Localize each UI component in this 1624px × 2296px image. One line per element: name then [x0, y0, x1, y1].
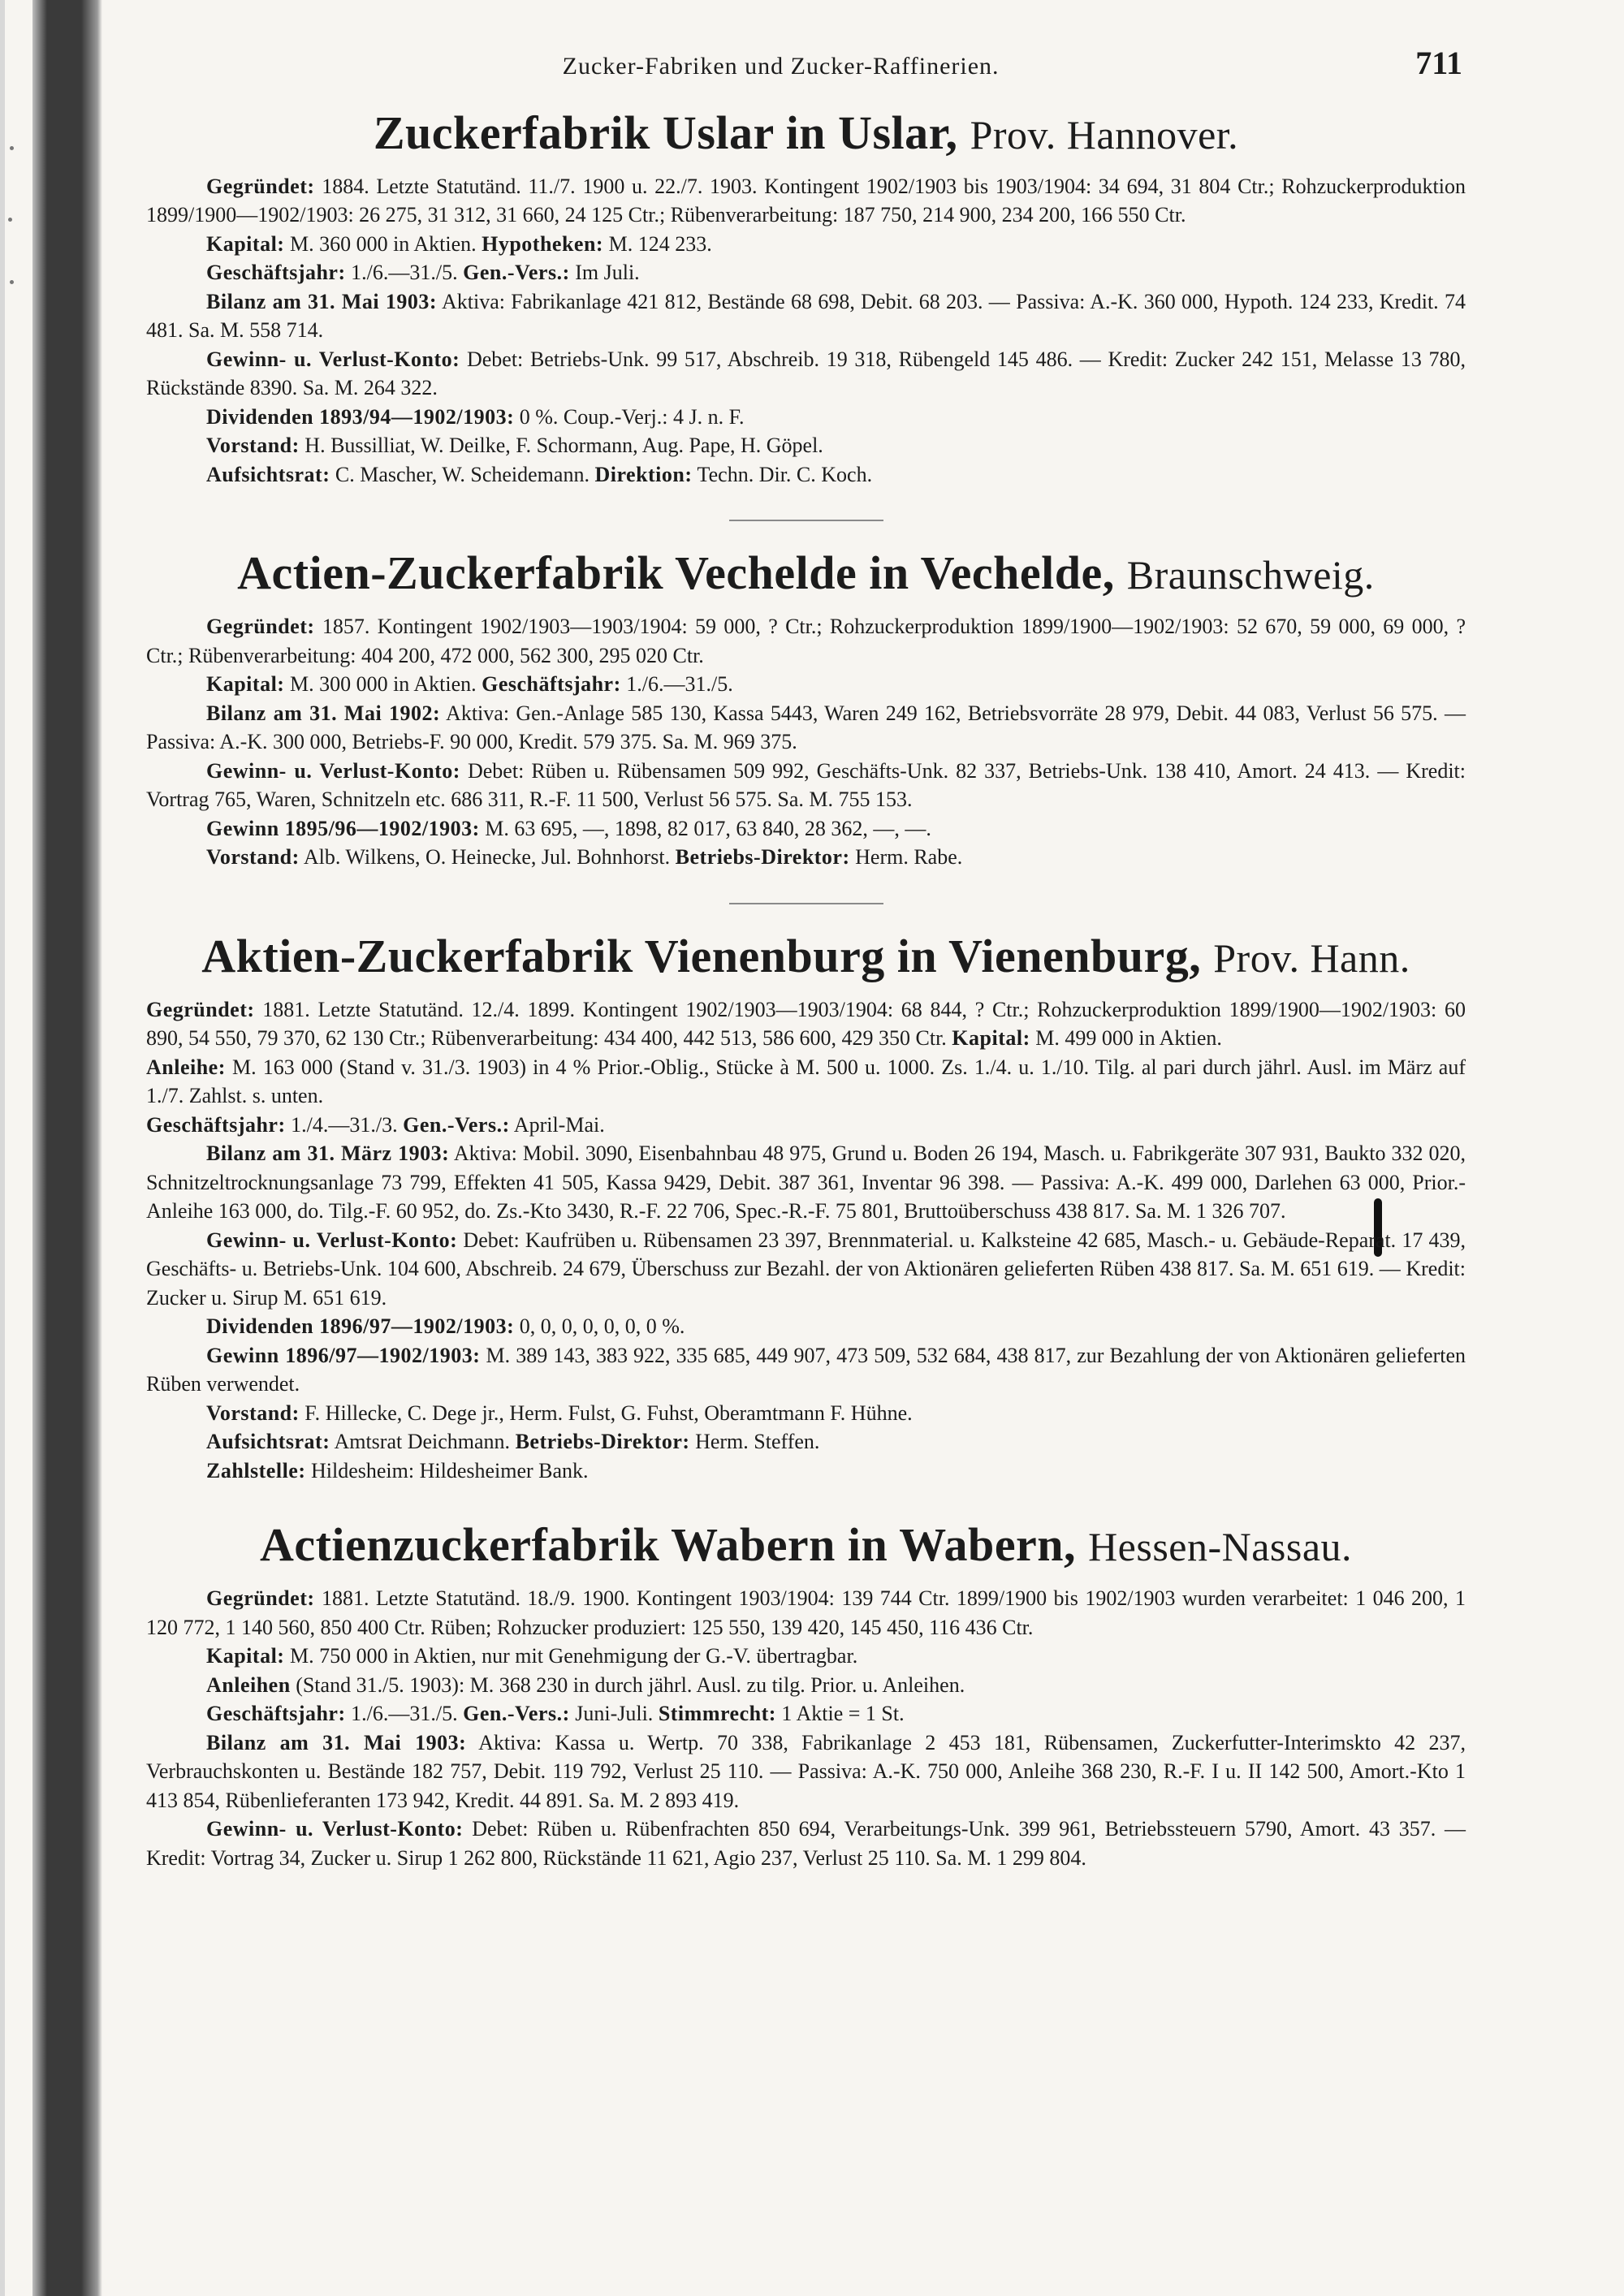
entry-paragraph: Gegründet: 1884. Letzte Statutänd. 11./7. 1900 u. 22./7. 1903. Kontingent 1902/1903 bis 1903/1904: 34 694, 31 804 Ctr.; Rohzuckerproduktion 1899/1900—1902/1903: 26 275, 31 312, 31 660, 24 125 Ctr.; Rübenverarbeitung: 187 750, 214 900, 234 200, 166 550 Ctr.: [146, 174, 1466, 227]
page-number: 711: [1415, 45, 1462, 81]
entry-paragraph: Gewinn- u. Verlust-Konto: Debet: Rüben u. Rübensamen 509 992, Geschäfts-Unk. 82 337, Betriebs-Unk. 138 410, Amort. 24 413. — Kredit: Vortrag 765, Waren, Schnitzeln etc. 686 311, R.-F. 11 500, Verlust 56 575. Sa. M. 755 153.: [146, 758, 1466, 811]
entry-paragraph: Aufsichtsrat: C. Mascher, W. Scheidemann. Direktion: Techn. Dir. C. Koch.: [206, 462, 873, 486]
company-entry: [146, 544, 1466, 872]
entry-paragraph: Anleihe: M. 163 000 (Stand v. 31./3. 1903) in 4 % Prior.-Oblig., Stücke à M. 500 u. 1000. Zs. 1./4. u. 1./10. Tilg. al pari durch jährl. Ausl. im März auf 1./7. Zahlst. s. unten.: [146, 1055, 1466, 1107]
company-entry: [146, 104, 1466, 490]
company-region: Prov. Hann.: [1213, 934, 1410, 981]
entry-paragraph: Aufsichtsrat: Amtsrat Deichmann. Betriebs-Direktor: Herm. Steffen.: [206, 1430, 820, 1453]
company-title: [146, 104, 1466, 164]
entry-paragraph: Vorstand: F. Hillecke, C. Dege jr., Herm. Fulst, G. Fuhst, Oberamtmann F. Hühne.: [206, 1400, 913, 1425]
page-content: [146, 45, 1466, 1903]
company-region: Braunschweig.: [1126, 552, 1375, 598]
section-divider: [729, 903, 883, 904]
entry-paragraph: Gegründet: 1881. Letzte Statutänd. 18./9. 1900. Kontingent 1903/1904: 139 744 Ctr. 1899/1900 bis 1902/1903 wurden verarbeitet: 1 046 200, 1 120 772, 1 140 560, 850 400 Ctr. Rüben; Rohzucker produziert: 125 550, 139 420, 145 450, 116 436 Ctr.: [146, 1586, 1466, 1639]
entry-paragraph: Gewinn- u. Verlust-Konto: Debet: Kaufrüben u. Rübensamen 23 397, Brennmaterial. u. Kalksteine 42 685, Masch.- u. Gebäude-Reparat. 17 439, Geschäfts- u. Betriebs-Unk. 104 600, Abschreib. 24 679, Überschuss zur Bezahl. der von Aktionären gelieferten Rüben 438 817. Sa. M. 651 619. — Kredit: Zucker u. Sirup M. 651 619.: [146, 1228, 1466, 1310]
entry-paragraph: Kapital: M. 300 000 in Aktien. Geschäftsjahr: 1./6.—31./5.: [206, 672, 733, 696]
section-divider: [729, 520, 883, 521]
entry-paragraph: Dividenden 1893/94—1902/1903: 0 %. Coup.-Verj.: 4 J. n. F.: [206, 404, 745, 429]
margin-speck: [8, 218, 12, 222]
entry-paragraph: Dividenden 1896/97—1902/1903: 0, 0, 0, 0, 0, 0, 0 %.: [206, 1314, 685, 1338]
entry-paragraph: Vorstand: H. Bussilliat, W. Deilke, F. Schormann, Aug. Pape, H. Göpel.: [206, 434, 823, 457]
company-name: Aktien-Zuckerfabrik Vienenburg in Vienenburg,: [201, 929, 1202, 982]
margin-speck: [10, 146, 14, 150]
entry-paragraph: Vorstand: Alb. Wilkens, O. Heinecke, Jul. Bohnhorst. Betriebs-Direktor: Herm. Rabe.: [206, 845, 963, 869]
company-entry: [146, 1516, 1466, 1872]
entry-paragraph: Geschäftsjahr: 1./6.—31./5. Gen.-Vers.: Im Juli.: [206, 261, 640, 284]
entry-paragraph: Gegründet: 1881. Letzte Statutänd. 12./4. 1899. Kontingent 1902/1903—1903/1904: 68 844, ? Ctr.; Rohzuckerproduktion 1899/1900—1902/1903: 60 890, 54 550, 79 370, 62 130 Ctr.; Rübenverarbeitung: 434 400, 442 513, 586 600, 429 350 Ctr. Kapital: M. 499 000 in Aktien.: [146, 997, 1466, 1050]
page-edge: [0, 0, 5, 2296]
company-entry: [146, 927, 1466, 1486]
entry-paragraph: Gegründet: 1857. Kontingent 1902/1903—1903/1904: 59 000, ? Ctr.; Rohzuckerproduktion 1899/1900—1902/1903: 52 670, 59 000, 69 000, ? Ctr.; Rübenverarbeitung: 404 200, 472 000, 562 300, 295 020 Ctr.: [146, 615, 1466, 667]
running-header: [146, 45, 1466, 81]
entry-paragraph: Anleihen (Stand 31./5. 1903): M. 368 230 in durch jährl. Ausl. zu tilg. Prior. u. Anleihen.: [206, 1672, 965, 1697]
entry-paragraph: Gewinn- u. Verlust-Konto: Debet: Betriebs-Unk. 99 517, Abschreib. 19 318, Rübengeld 145 486. — Kredit: Zucker 242 151, Melasse 13 780, Rückstände 8390. Sa. M. 264 322.: [146, 347, 1466, 399]
entry-paragraph: Bilanz am 31. Mai 1903: Aktiva: Fabrikanlage 421 812, Bestände 68 698, Debit. 68 203. — Passiva: A.-K. 360 000, Hypoth. 124 233, Kredit. 74 481. Sa. M. 558 714.: [146, 289, 1466, 342]
entry-paragraph: Bilanz am 31. März 1903: Aktiva: Mobil. 3090, Eisenbahnbau 48 975, Grund u. Boden 26 194, Masch. u. Fabrikgeräte 307 931, Baukto 332 020, Schnitzeltrocknungsanlage 73 799, Effekten 41 505, Kassa 9429, Debit. 387 361, Inventar 96 398. — Passiva: A.-K. 499 000, Darlehen 63 000, Prior.-Anleihe 163 000, do. Tilg.-F. 60 952, do. Zs.-Kto 3430, R.-F. 22 706, Spec.-R.-F. 75 801, Bruttoüberschuss 438 817. Sa. M. 1 326 707.: [146, 1142, 1466, 1223]
company-title: [146, 1516, 1466, 1576]
entry-paragraph: Gewinn 1895/96—1902/1903: M. 63 695, —, 1898, 82 017, 63 840, 28 362, —, —.: [206, 816, 931, 840]
company-name: Actien-Zuckerfabrik Vechelde in Vechelde,: [237, 546, 1115, 599]
entry-paragraph: Gewinn 1896/97—1902/1903: M. 389 143, 383 922, 335 685, 449 907, 473 509, 532 684, 438 817, zur Bezahlung der von Aktionären gelieferten Rüben verwendet.: [146, 1343, 1466, 1396]
entry-paragraph: Kapital: M. 750 000 in Aktien, nur mit Genehmigung der G.-V. übertragbar.: [206, 1644, 858, 1668]
company-title: [146, 927, 1466, 987]
book-binding-edge: [32, 0, 102, 2296]
entry-paragraph: Zahlstelle: Hildesheim: Hildesheimer Bank.: [206, 1458, 589, 1482]
company-region: Hessen-Nassau.: [1088, 1524, 1353, 1569]
company-name: Actienzuckerfabrik Wabern in Wabern,: [259, 1518, 1077, 1571]
running-header-title: Zucker-Fabriken und Zucker-Raffinerien.: [562, 53, 1000, 80]
company-title: [146, 544, 1466, 604]
entry-paragraph: Geschäftsjahr: 1./6.—31./5. Gen.-Vers.: Juni-Juli. Stimmrecht: 1 Aktie = 1 St.: [206, 1702, 905, 1725]
margin-speck: [10, 280, 14, 284]
entry-paragraph: Geschäftsjahr: 1./4.—31./3. Gen.-Vers.: April-Mai.: [146, 1112, 605, 1137]
entry-paragraph: Kapital: M. 360 000 in Aktien. Hypotheken: M. 124 233.: [206, 231, 712, 256]
company-name: Zuckerfabrik Uslar in Uslar,: [373, 106, 958, 159]
entry-paragraph: Bilanz am 31. Mai 1902: Aktiva: Gen.-Anlage 585 130, Kassa 5443, Waren 249 162, Betriebsvorräte 28 979, Debit. 44 083, Verlust 56 575. — Passiva: A.-K. 300 000, Betriebs-F. 90 000, Kredit. 579 375. Sa. M. 969 375.: [146, 701, 1466, 753]
entry-paragraph: Bilanz am 31. Mai 1903: Aktiva: Kassa u. Wertp. 70 338, Fabrikanlage 2 453 181, Rübensamen, Zuckerfutter-Interimskto 42 237, Verbrauchskonten u. Bestände 182 757, Debit. 119 792, Verlust 25 110. — Passiva: A.-K. 750 000, Anleihe 368 230, R.-F. I u. II 142 500, Amort.-Kto 1 413 854, Rübenlieferanten 173 942, Kredit. 44 891. Sa. M. 2 893 419.: [146, 1730, 1466, 1812]
company-region: Prov. Hannover.: [970, 111, 1239, 158]
entry-paragraph: Gewinn- u. Verlust-Konto: Debet: Rüben u. Rübenfrachten 850 694, Verarbeitungs-Unk. 399 961, Betriebssteuern 5790, Amort. 43 357. — Kredit: Vortrag 34, Zucker u. Sirup 1 262 800, Rückstände 11 621, Agio 237, Verlust 25 110. Sa. M. 1 299 804.: [146, 1817, 1466, 1870]
